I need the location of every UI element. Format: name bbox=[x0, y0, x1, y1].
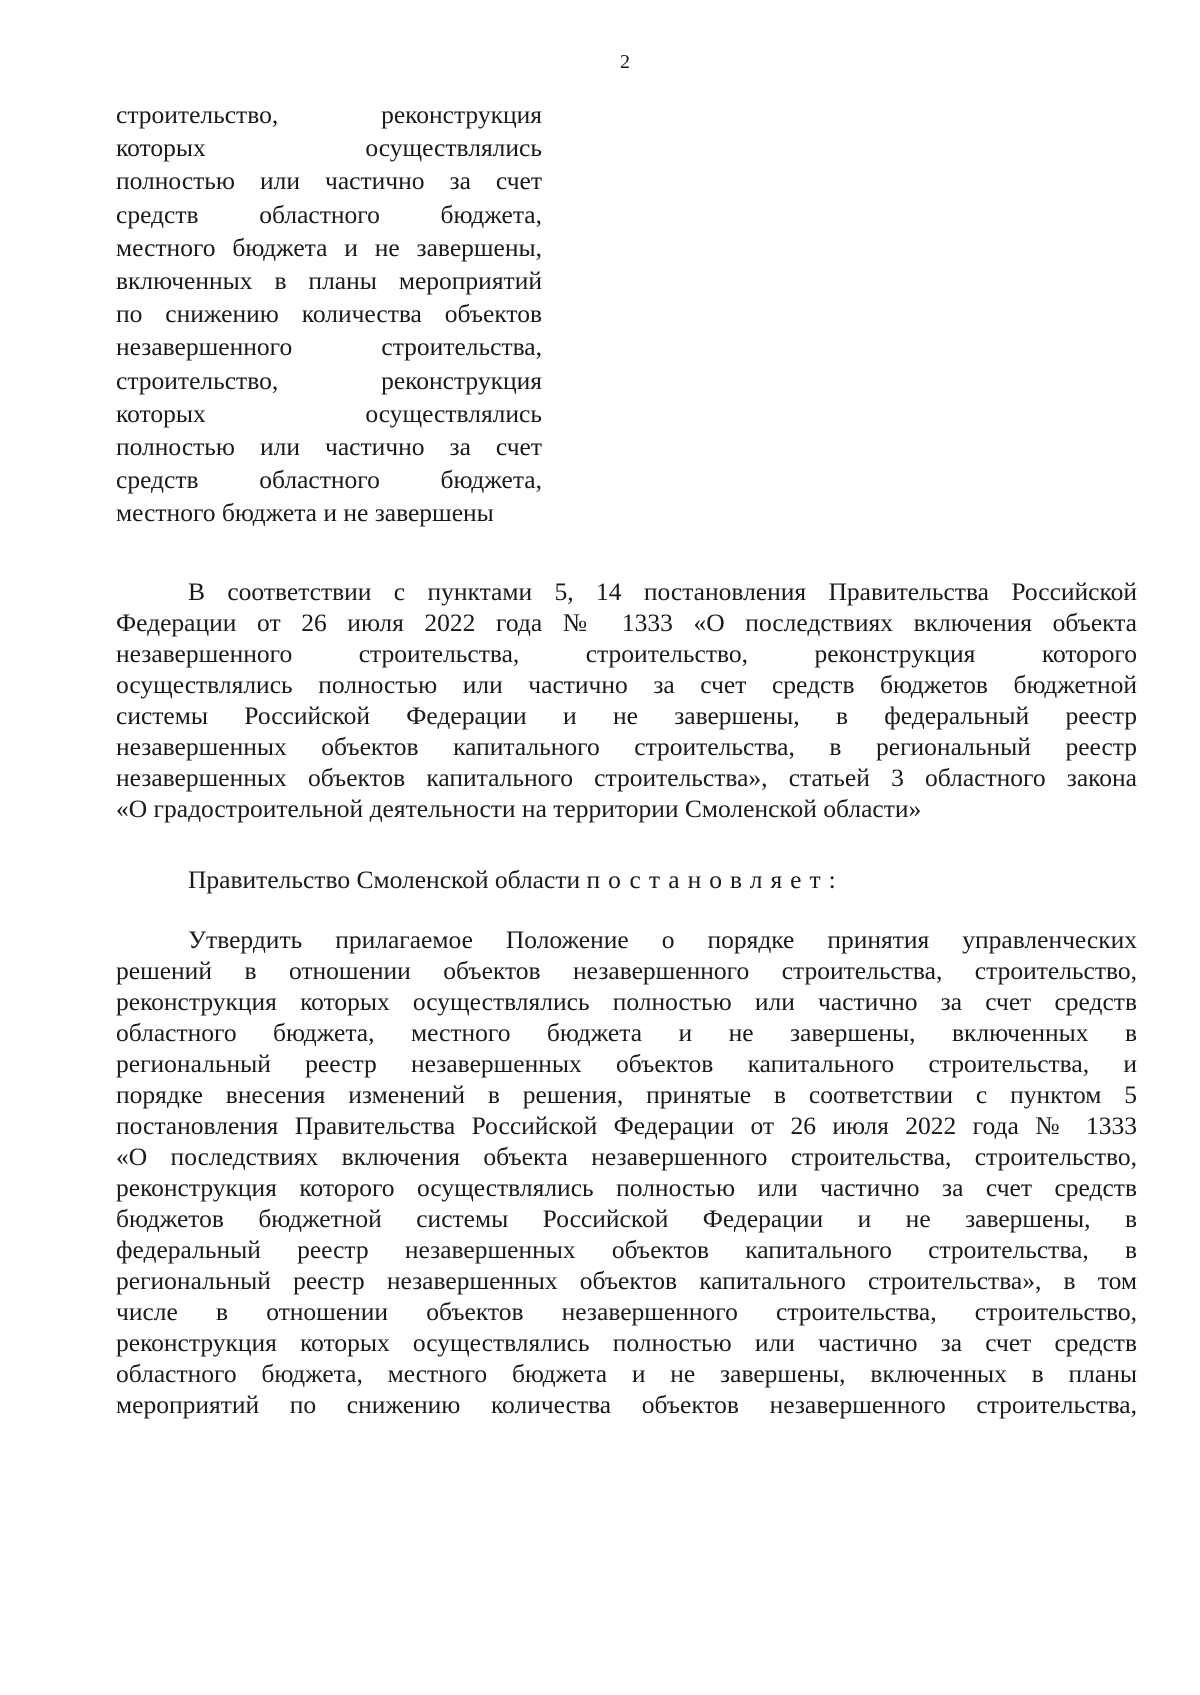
decision-line: бюджетов бюджетной системы Российской Федерации и не завершены, в bbox=[116, 1204, 1137, 1233]
title-line: включенных в планы мероприятий bbox=[116, 265, 542, 295]
title-line: местного бюджета и не завершены bbox=[116, 498, 494, 528]
title-line: строительство, реконструкция bbox=[116, 100, 542, 129]
decision-line: реконструкция которого осуществлялись полностью или частично за счет средств bbox=[116, 1173, 1137, 1202]
decision-line: областного бюджета, местного бюджета и не завершены, включенных в bbox=[116, 1018, 1137, 1047]
preamble-line: осуществлялись полностью или частично за счет средств бюджетов бюджетной bbox=[116, 670, 1137, 699]
title-line: незавершенного строительства, bbox=[116, 332, 542, 362]
decision-line: решений в отношении объектов незавершенного строительства, строительство, bbox=[116, 956, 1137, 985]
decision-line: Утвердить прилагаемое Положение о порядке принятия управленческих bbox=[188, 925, 1137, 954]
preamble-line: незавершенных объектов капитального строительства», статьей 3 областного закона bbox=[116, 763, 1137, 792]
title-line: полностью или частично за счет bbox=[116, 166, 542, 196]
preamble-paragraph bbox=[116, 576, 1137, 824]
decision-paragraph bbox=[116, 924, 1137, 1420]
decision-line: реконструкция которых осуществлялись полностью или частично за счет средств bbox=[116, 1328, 1137, 1357]
page-number: 2 bbox=[620, 51, 630, 73]
preamble-line: В соответствии с пунктами 5, 14 постановления Правительства Российской bbox=[188, 577, 1137, 606]
preamble-line: системы Российской Федерации и не завершены, в федеральный реестр bbox=[116, 701, 1137, 730]
preamble-line: Федерации от 26 июля 2022 года № 1333 «О последствиях включения объекта bbox=[116, 608, 1137, 637]
title-line: строительство, реконструкция bbox=[116, 365, 542, 395]
resolution-statement bbox=[116, 864, 1137, 895]
title-line: средств областного бюджета, bbox=[116, 465, 542, 495]
title-line: полностью или частично за счет bbox=[116, 431, 542, 461]
decision-line: региональный реестр незавершенных объектов капитального строительства, и bbox=[116, 1049, 1137, 1078]
decision-line: региональный реестр незавершенных объектов капитального строительства», в том bbox=[116, 1266, 1137, 1295]
resolution-verb: постановляет: bbox=[586, 865, 844, 894]
document-title-block bbox=[116, 98, 542, 529]
title-line: которых осуществлялись bbox=[116, 133, 542, 163]
title-line: средств областного бюджета, bbox=[116, 199, 542, 229]
decision-line: мероприятий по снижению количества объектов незавершенного строительства, bbox=[116, 1390, 1137, 1419]
decision-line: числе в отношении объектов незавершенного строительства, строительство, bbox=[116, 1297, 1137, 1326]
decision-line: реконструкция которых осуществлялись полностью или частично за счет средств bbox=[116, 987, 1137, 1016]
title-line: по снижению количества объектов bbox=[116, 299, 542, 329]
preamble-line: незавершенного строительства, строительство, реконструкция которого bbox=[116, 639, 1137, 668]
resolution-subject: Правительство Смоленской области bbox=[188, 865, 581, 894]
decision-line: порядке внесения изменений в решения, принятые в соответствии с пунктом 5 bbox=[116, 1080, 1137, 1109]
title-line: местного бюджета и не завершены, bbox=[116, 232, 542, 262]
preamble-line: незавершенных объектов капитального строительства, в региональный реестр bbox=[116, 732, 1137, 761]
preamble-line: «О градостроительной деятельности на территории Смоленской области» bbox=[116, 794, 922, 823]
decision-line: областного бюджета, местного бюджета и не завершены, включенных в планы bbox=[116, 1359, 1137, 1388]
decision-line: «О последствиях включения объекта незавершенного строительства, строительство, bbox=[116, 1142, 1137, 1171]
decision-line: постановления Правительства Российской Федерации от 26 июля 2022 года № 1333 bbox=[116, 1111, 1137, 1140]
decision-line: федеральный реестр незавершенных объектов капитального строительства, в bbox=[116, 1235, 1137, 1264]
title-line: которых осуществлялись bbox=[116, 398, 542, 428]
